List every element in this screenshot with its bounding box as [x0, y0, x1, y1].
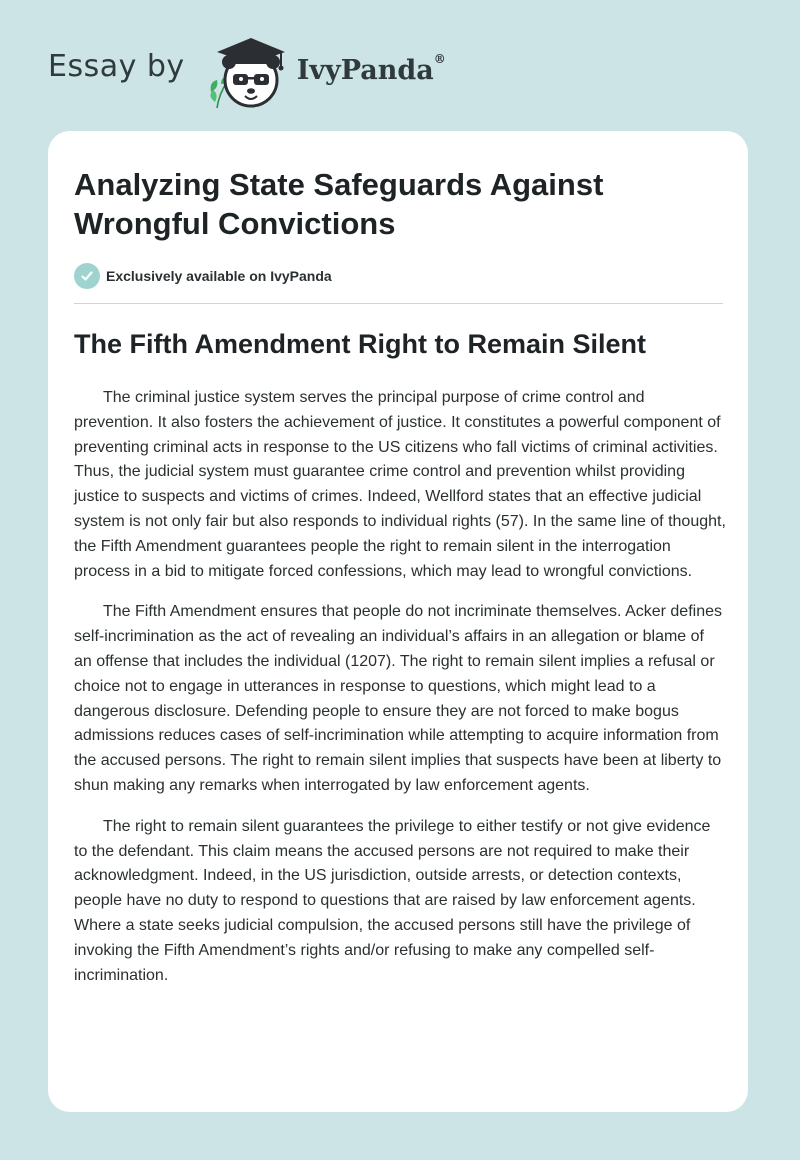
essay-card [48, 131, 748, 1112]
essay-title: Analyzing State Safeguards Against Wrongful Convictions [74, 167, 604, 241]
divider [74, 303, 723, 304]
exclusive-badge [74, 263, 332, 289]
paragraph: The criminal justice system serves the principal purpose of crime control and prevention. It also fosters the achievement of justice. It constitutes a powerful component of preventing criminal acts in response to the US citizens who fall victims of criminal activities. Thus, the judicial system must guarantee crime control and prevention whilst providing justice to suspects and victims of crimes. Indeed, Wellford states that an effective judicial system is not only fair but also responds to individual rights (57). In the same line of thought, the Fifth Amendment guarantees people the right to remain silent in the interrogation process in a bid to mitigate forced confessions, which may lead to wrongful convictions. [74, 389, 726, 580]
check-circle-icon [74, 263, 100, 289]
paragraph: The right to remain silent guarantees the privilege to either testify or not give evidence to the defendant. This claim means the accused persons are not required to make their acknowledgment. Indeed, in the US jurisdiction, outside arrests, or detection contexts, people have no duty to respond to questions that are raised by law enforcement agents. Where a state seeks judicial compulsion, the accused persons still have the privilege of invoking the Fifth Amendment’s rights and/or refusing to make any compelled self-incrimination. [74, 817, 711, 984]
paragraph: The Fifth Amendment ensures that people do not incriminate themselves. Acker defines self-incrimination as the act of revealing an individual’s affairs in an allegation or blame of an offense that includes the individual (1207). The right to remain silent implies a refusal or choice not to engage in utterances in response to questions, which might lead to a dangerous disclosure. Defending people to ensure they are not forced to make bogus admissions reduces cases of self-incrimination while attempting to acquire information from the accused persons. The right to remain silent implies that suspects have been at liberty to shun making any remarks when interrogated by law enforcement agents. [74, 603, 722, 794]
site-header [48, 30, 446, 110]
exclusive-label: Exclusively available on IvyPanda [106, 268, 332, 284]
registered-mark: ® [433, 51, 446, 66]
panda-graduate-icon[interactable] [201, 30, 289, 110]
section-heading: The Fifth Amendment Right to Remain Silent [74, 329, 646, 359]
essay-body [74, 386, 726, 1004]
brand-name[interactable]: IvyPanda® [296, 51, 446, 86]
essay-by-label: Essay by [48, 48, 185, 84]
